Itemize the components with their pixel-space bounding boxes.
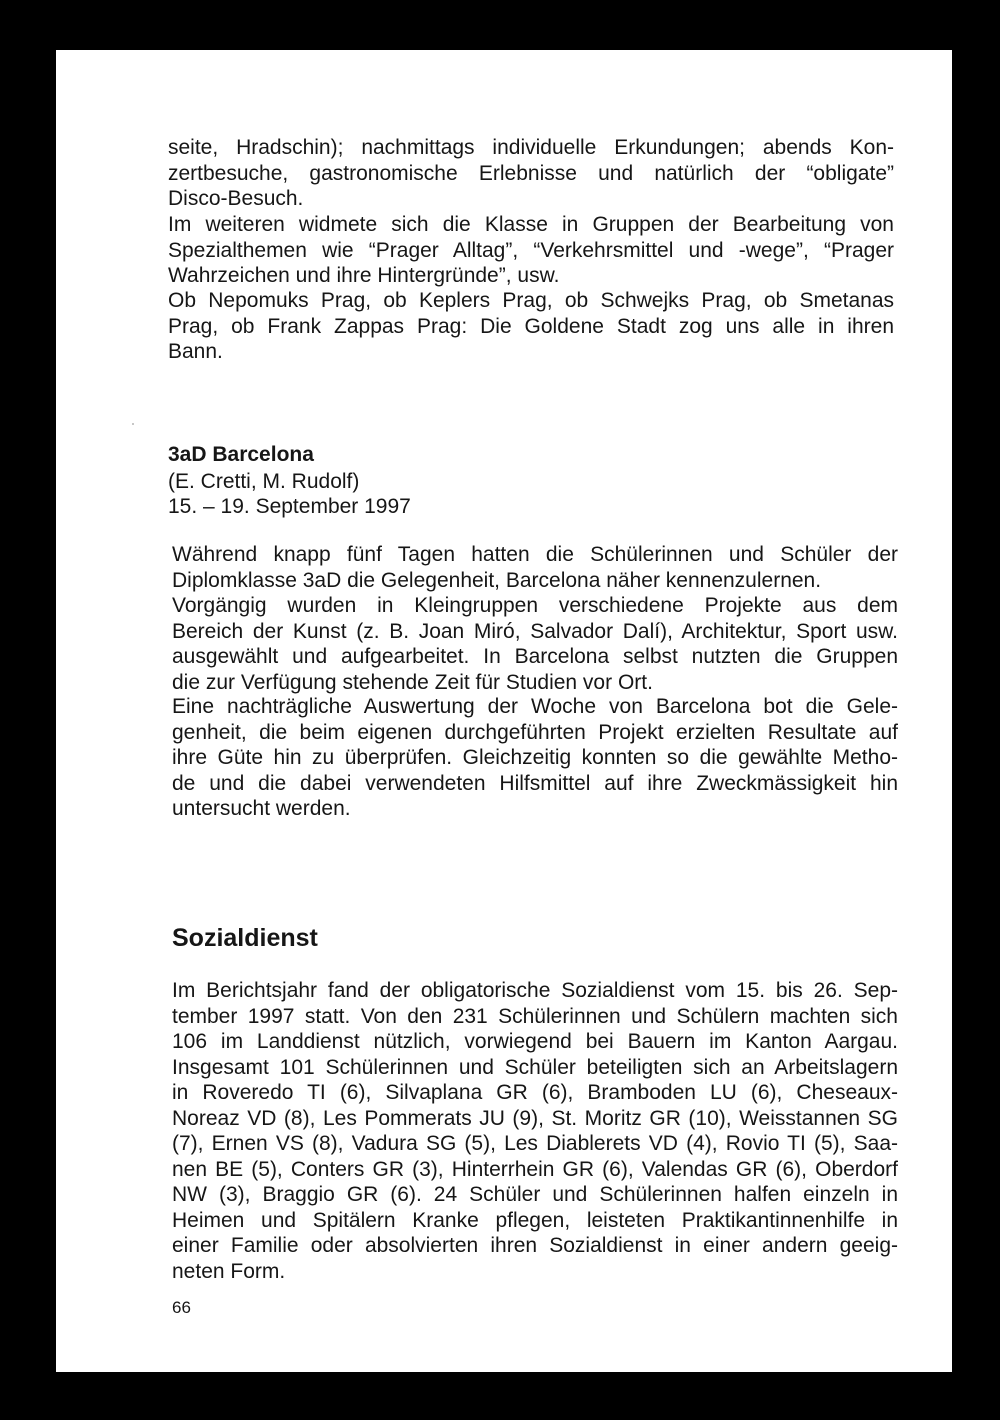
text-line: genheit, die beim eigenen durchgeführten Projekt erzielten Resultate auf <box>172 720 898 744</box>
text-line: untersucht werden. <box>172 797 351 820</box>
text-line: Während knapp fünf Tagen hatten die Schülerinnen und Schüler der <box>172 543 898 566</box>
text-line: seite, Hradschin); nachmittags individuelle Erkundungen; abends Kon- <box>168 136 894 159</box>
barcelona-paragraph-1 <box>172 542 898 593</box>
text-line: Spezialthemen wie “Prager Alltag”, “Verkehrsmittel und -wege”, “Prager <box>168 238 894 262</box>
text-line: Noreaz VD (8), Les Pommerats JU (9), St. Moritz GR (10), Weisstannen SG <box>172 1106 898 1130</box>
text-line: Diplomklasse 3aD die Gelegenheit, Barcelona näher kennenzulernen. <box>172 568 822 592</box>
barcelona-leaders: (E. Cretti, M. Rudolf) <box>168 470 360 493</box>
prague-paragraph-2 <box>168 212 894 289</box>
text-line: 106 im Landdienst nützlich, vorwiegend bei Bauern im Kanton Aargau. <box>172 1030 898 1053</box>
text-line: Vorgängig wurden in Kleingruppen verschiedene Projekte aus dem <box>172 594 898 617</box>
text-line: Im Berichtsjahr fand der obligatorische Sozialdienst vom 15. bis 26. Sep- <box>172 979 898 1002</box>
barcelona-paragraph-3 <box>172 694 898 822</box>
text-line: zertbesuche, gastronomische Erlebnisse und natürlich der “obligate” <box>168 161 894 185</box>
text-line: Prag, ob Frank Zappas Prag: Die Goldene Stadt zog uns alle in ihren <box>168 314 894 338</box>
scan-speck <box>132 423 134 425</box>
text-line: einer Familie oder absolvierten ihren Sozialdienst in einer andern geeig- <box>172 1234 898 1257</box>
text-line: Ob Nepomuks Prag, ob Keplers Prag, ob Schwejks Prag, ob Smetanas <box>168 289 894 312</box>
sozialdienst-paragraph <box>172 978 898 1284</box>
text-line: (7), Ernen VS (8), Vadura SG (5), Les Diablerets VD (4), Rovio TI (5), Saa- <box>172 1132 898 1155</box>
text-line: ihre Güte hin zu überprüfen. Gleichzeitig konnten so die gewählte Metho- <box>172 746 898 769</box>
text-line: Disco-Besuch. <box>168 187 304 210</box>
barcelona-dates: 15. – 19. September 1997 <box>168 495 411 518</box>
page-number: 66 <box>172 1298 191 1317</box>
text-line: Heimen und Spitälern Kranke pflegen, leisteten Praktikantinnenhilfe in <box>172 1208 898 1232</box>
barcelona-section-heading: 3aD Barcelona <box>168 443 314 466</box>
text-line: neten Form. <box>172 1259 286 1283</box>
text-line: in Roveredo TI (6), Silvaplana GR (6), Bramboden LU (6), Cheseaux- <box>172 1081 898 1104</box>
barcelona-paragraph-2 <box>172 593 898 695</box>
text-line: tember 1997 statt. Von den 231 Schülerinnen und Schülern machten sich <box>172 1004 898 1028</box>
prague-paragraph-3 <box>168 288 894 365</box>
text-line: Insgesamt 101 Schülerinnen und Schüler beteiligten sich an Arbeitslagern <box>172 1055 898 1079</box>
text-line: NW (3), Braggio GR (6). 24 Schüler und Schülerinnen halfen einzeln in <box>172 1183 898 1206</box>
text-line: Bann. <box>168 340 223 363</box>
text-line: nen BE (5), Conters GR (3), Hinterrhein GR (6), Valendas GR (6), Oberdorf <box>172 1157 898 1181</box>
document-page <box>56 50 952 1372</box>
text-line: ausgewählt und aufgearbeitet. In Barcelona selbst nutzten die Gruppen <box>172 645 898 668</box>
prague-paragraph-1 <box>168 135 894 212</box>
text-line: Eine nachträgliche Auswertung der Woche von Barcelona bot die Gele- <box>172 695 898 718</box>
sozialdienst-heading: Sozialdienst <box>172 924 318 952</box>
text-line: Im weiteren widmete sich die Klasse in Gruppen der Bearbeitung von <box>168 213 894 236</box>
text-line: Bereich der Kunst (z. B. Joan Miró, Salvador Dalí), Architektur, Sport usw. <box>172 619 898 643</box>
text-line: die zur Verfügung stehende Zeit für Studien vor Ort. <box>172 670 653 694</box>
text-line: de und die dabei verwendeten Hilfsmittel auf ihre Zweckmässigkeit hin <box>172 771 898 795</box>
text-line: Wahrzeichen und ihre Hintergründe”, usw. <box>168 264 560 287</box>
